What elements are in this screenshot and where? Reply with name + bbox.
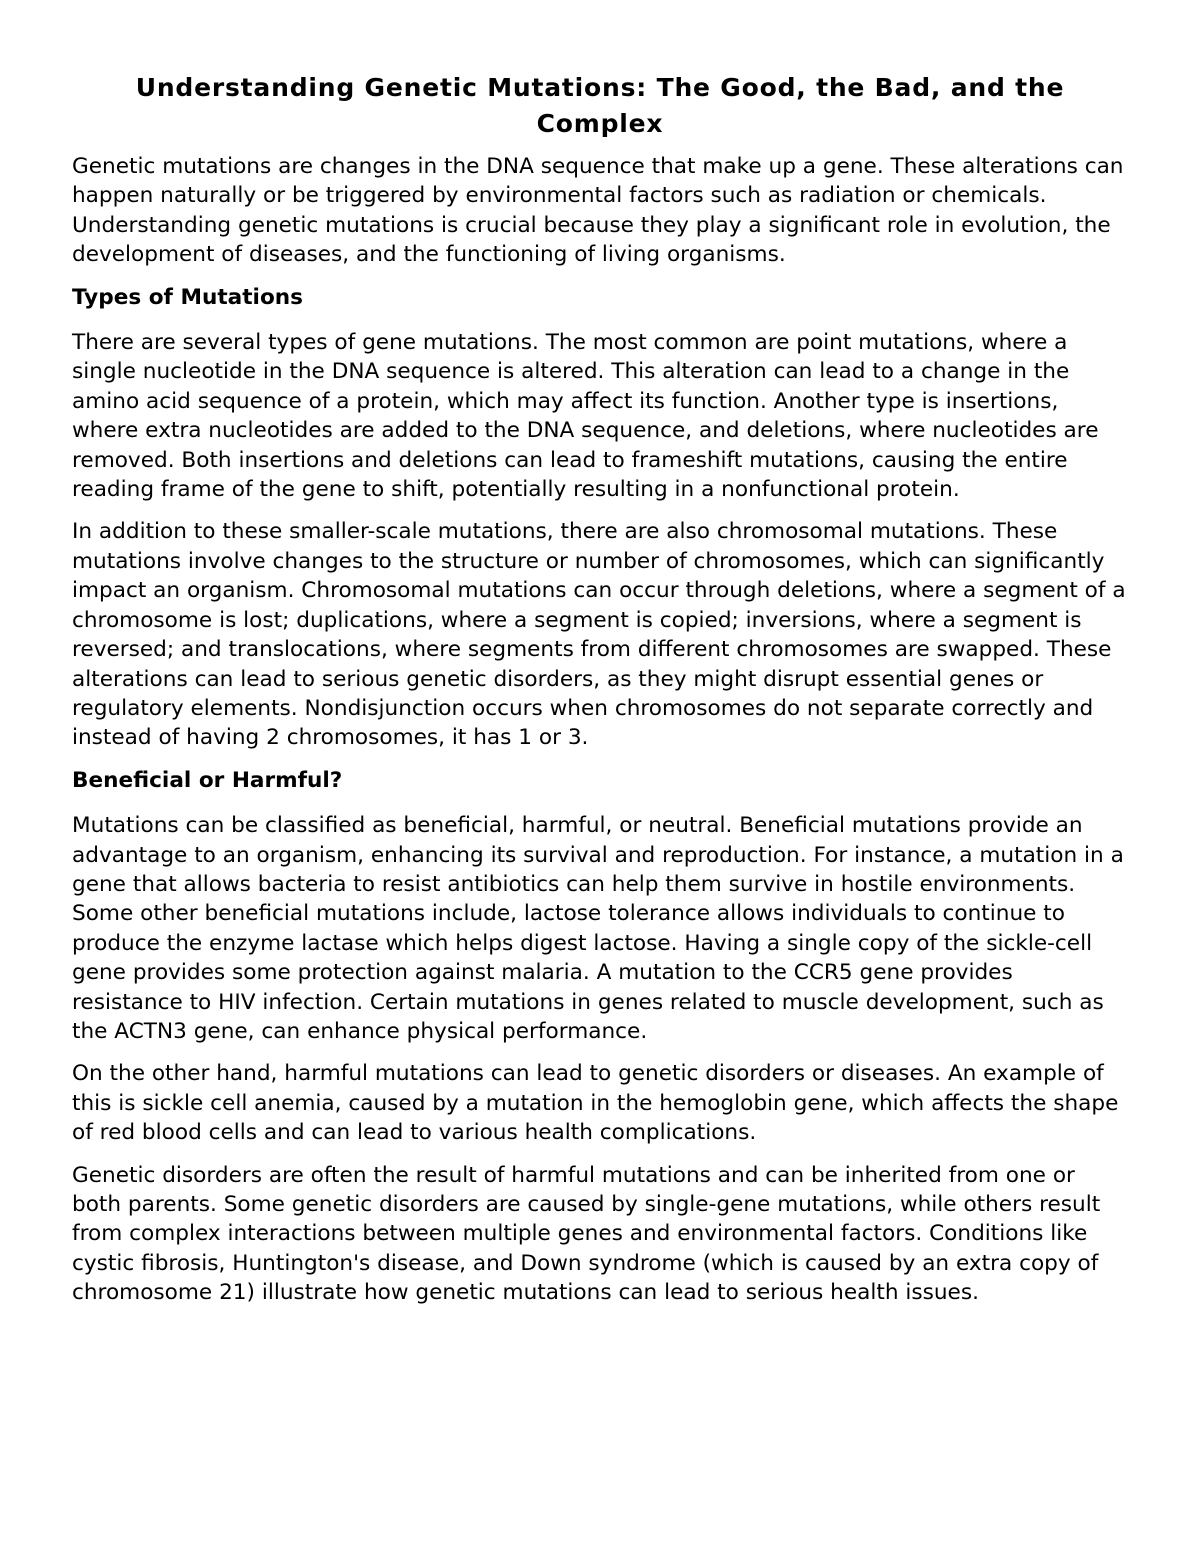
section-heading-types-of-mutations: Types of Mutations (72, 284, 304, 310)
paragraph-harmful-mutations: On the other hand, harmful mutations can lead to genetic disorders or diseases. An example of this is sickle cell anemia, caused by a mutation in the hemoglobin gene, which affects the shape of red blood cells and can lead to various health complications. (72, 1061, 1119, 1146)
document-title: Understanding Genetic Mutations: The Good, the Bad, and the Complex (135, 73, 1065, 138)
intro-paragraph: Genetic mutations are changes in the DNA sequence that make up a gene. These alterations can happen naturally or be triggered by environmental factors such as radiation or chemicals. Understanding genetic mutations is crucial because they play a significant role in evolution, the development of diseases, and the functioning of living organisms. (72, 154, 1124, 268)
paragraph-beneficial-mutations: Mutations can be classified as beneficial, harmful, or neutral. Beneficial mutations provide an advantage to an organism, enhancing its survival and reproduction. For instance, a mutation in a gene that allows bacteria to resist antibiotics can help them survive in hostile environments. Some other beneficial mutations include, lactose tolerance allows individuals to continue to produce the enzyme lactase which helps digest lactose. Having a single copy of the sickle-cell gene provides some protection against malaria. A mutation to the CCR5 gene provides resistance to HIV infection. Certain mutations in genes related to muscle development, such as the ACTN3 gene, can enhance physical performance. (72, 813, 1124, 1044)
section-heading-beneficial-or-harmful: Beneficial or Harmful? (72, 767, 343, 793)
paragraph-genetic-disorders: Genetic disorders are often the result of harmful mutations and can be inherited from one or both parents. Some genetic disorders are caused by single-gene mutations, while others result from complex interactions between multiple genes and environmental factors. Conditions like cystic fibrosis, Huntington's disease, and Down syndrome (which is caused by an extra copy of chromosome 21) illustrate how genetic mutations can lead to serious health issues. (72, 1162, 1101, 1306)
paragraph-point-insertion-deletion: There are several types of gene mutations. The most common are point mutations, where a single nucleotide in the DNA sequence is altered. This alteration can lead to a change in the amino acid sequence of a protein, which may affect its function. Another type is insertions, where extra nucleotides are added to the DNA sequence, and deletions, where nucleotides are removed. Both insertions and deletions can lead to frameshift mutations, causing the entire reading frame of the gene to shift, potentially resulting in a nonfunctional protein. (72, 330, 1099, 503)
paragraph-chromosomal-mutations: In addition to these smaller-scale mutations, there are also chromosomal mutations. These mutations involve changes to the structure or number of chromosomes, which can significantly impact an organism. Chromosomal mutations can occur through deletions, where a segment of a chromosome is lost; duplications, where a segment is copied; inversions, where a segment is reversed; and translocations, where segments from different chromosomes are swapped. These alterations can lead to serious genetic disorders, as they might disrupt essential genes or regulatory elements. Nondisjunction occurs when chromosomes do not separate correctly and instead of having 2 chromosomes, it has 1 or 3. (72, 519, 1126, 751)
